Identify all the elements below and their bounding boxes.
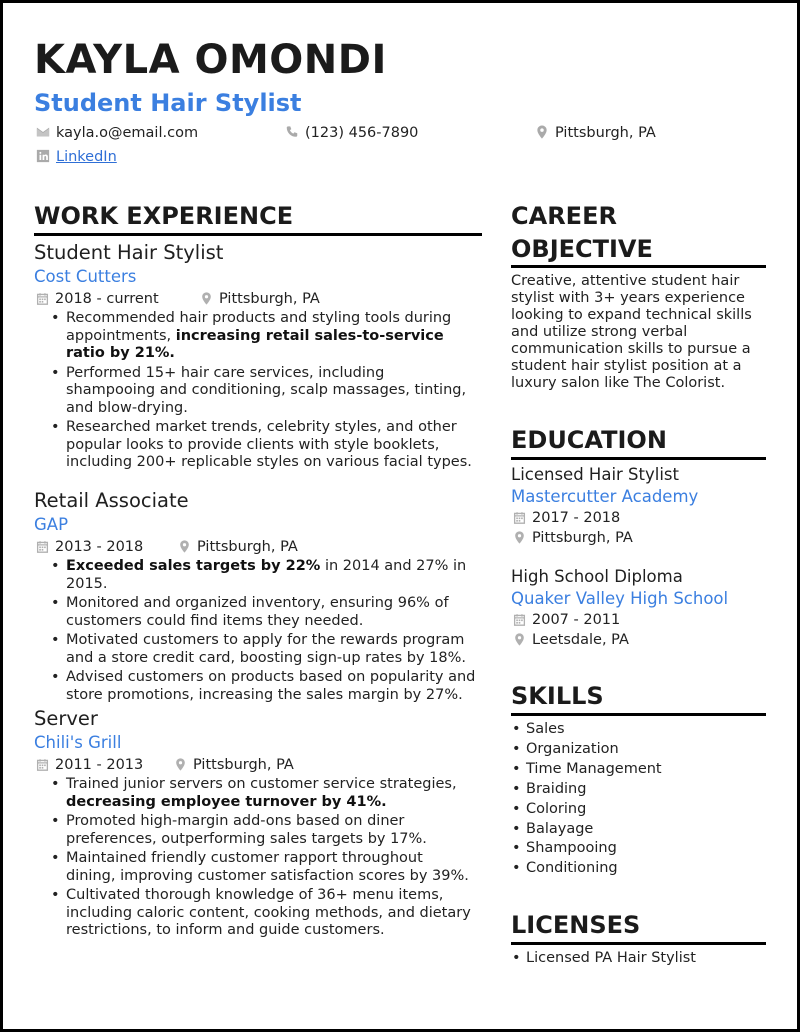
- education-degree: Licensed Hair Stylist: [511, 465, 679, 484]
- career-objective-heading-line1: CAREER: [511, 202, 617, 230]
- calendar-icon: [513, 511, 526, 524]
- list-item: • Cultivated thorough knowledge of 36+ menu items, including caloric content, cooking methods, and dietary restrictions, to inform and guide customers.: [48, 887, 476, 940]
- education-degree: High School Diploma: [511, 567, 683, 586]
- calendar-icon: [36, 540, 49, 553]
- map-pin-icon: [535, 125, 549, 139]
- education-dates: 2007 - 2011: [513, 610, 620, 630]
- calendar-icon: [36, 292, 49, 305]
- list-item: • Trained junior servers on customer service strategies, decreasing employee turnover by 41%.: [48, 776, 476, 811]
- skills-heading: SKILLS: [511, 682, 604, 710]
- work-experience-heading: WORK EXPERIENCE: [34, 202, 294, 230]
- skill-item: • Braiding: [511, 780, 769, 800]
- education-dates: 2017 - 2018: [513, 508, 620, 528]
- licenses-heading: LICENSES: [511, 911, 641, 939]
- contact-phone[interactable]: [285, 123, 418, 143]
- contact-location: [535, 123, 656, 143]
- job-title: Server: [34, 707, 98, 730]
- list-item: • Exceeded sales targets by 22% in 2014 and 27% in 2015.: [48, 558, 476, 593]
- skill-item: • Sales: [511, 720, 769, 740]
- job-location: Pittsburgh, PA: [200, 289, 320, 309]
- skill-item: • Conditioning: [511, 859, 769, 879]
- list-item: • Researched market trends, celebrity styles, and other popular looks to provide clients with style booklets, including 200+ replicable styles on various facial types.: [48, 419, 476, 472]
- job-location: Pittsburgh, PA: [174, 755, 294, 775]
- job-dates: 2013 - 2018: [36, 537, 143, 557]
- map-pin-icon: [174, 758, 187, 771]
- list-item: • Recommended hair products and styling tools during appointments, increasing retail sales-to-service ratio by 21%.: [48, 310, 476, 363]
- job-bullets: [48, 558, 476, 706]
- email-text: kayla.o@email.com: [56, 125, 199, 141]
- job-title: Student Hair Stylist: [34, 241, 224, 264]
- job-location: Pittsburgh, PA: [178, 537, 298, 557]
- linkedin-link[interactable]: LinkedIn: [56, 149, 117, 165]
- phone-text: (123) 456-7890: [305, 125, 419, 141]
- job-title: Retail Associate: [34, 489, 189, 512]
- map-pin-icon: [513, 633, 526, 646]
- education-school: Quaker Valley High School: [511, 589, 729, 608]
- skill-item: • Organization: [511, 740, 769, 760]
- contact-email[interactable]: [36, 123, 198, 143]
- envelope-icon: [36, 125, 50, 139]
- linkedin-icon: [36, 149, 50, 163]
- skills-list: [511, 720, 769, 879]
- map-pin-icon: [178, 540, 191, 553]
- education-location: Pittsburgh, PA: [513, 528, 633, 548]
- job-company: Chili's Grill: [34, 733, 122, 752]
- work-experience-rule: [34, 233, 482, 236]
- contact-linkedin[interactable]: [36, 147, 117, 167]
- list-item: • Motivated customers to apply for the rewards program and a store credit card, boosting sign-up rates by 18%.: [48, 632, 476, 667]
- education-school: Mastercutter Academy: [511, 487, 699, 506]
- career-objective-heading-line2: OBJECTIVE: [511, 235, 653, 263]
- skill-item: • Coloring: [511, 800, 769, 820]
- licenses-list: [511, 949, 769, 969]
- education-heading: EDUCATION: [511, 426, 667, 454]
- job-dates: 2011 - 2013: [36, 755, 143, 775]
- job-company: Cost Cutters: [34, 267, 137, 286]
- career-objective-text: Creative, attentive student hair stylist with 3+ years experience looking to expand technical skills and utilize strong verbal communication skills to pursue a student hair stylist position at a luxury salon like The Colorist.: [511, 273, 752, 391]
- list-item: • Promoted high-margin add-ons based on diner preferences, outperforming sales targets by 17%.: [48, 813, 476, 848]
- job-dates: 2018 - current: [36, 289, 159, 309]
- map-pin-icon: [200, 292, 213, 305]
- candidate-role: Student Hair Stylist: [34, 89, 302, 117]
- skill-item: • Time Management: [511, 760, 769, 780]
- calendar-icon: [513, 613, 526, 626]
- job-bullets: [48, 776, 476, 942]
- location-text: Pittsburgh, PA: [555, 125, 656, 141]
- map-pin-icon: [513, 531, 526, 544]
- list-item: • Maintained friendly customer rapport throughout dining, improving customer satisfaction scores by 39%.: [48, 850, 476, 885]
- list-item: • Performed 15+ hair care services, including shampooing and conditioning, scalp massages, tinting, and blow-drying.: [48, 365, 476, 418]
- education-location: Leetsdale, PA: [513, 630, 629, 650]
- skill-item: • Shampooing: [511, 839, 769, 859]
- job-bullets: [48, 310, 476, 474]
- list-item: • Advised customers on products based on popularity and store promotions, increasing the sales margin by 27%.: [48, 669, 476, 704]
- phone-icon: [285, 125, 299, 139]
- career-objective-rule: [511, 265, 766, 268]
- skill-item: • Balayage: [511, 820, 769, 840]
- candidate-name: KAYLA OMONDI: [34, 37, 387, 83]
- education-rule: [511, 457, 766, 460]
- list-item: • Monitored and organized inventory, ensuring 96% of customers could find items they needed.: [48, 595, 476, 630]
- skills-rule: [511, 713, 766, 716]
- license-item: • Licensed PA Hair Stylist: [511, 949, 769, 969]
- job-company: GAP: [34, 515, 69, 534]
- calendar-icon: [36, 758, 49, 771]
- licenses-rule: [511, 942, 766, 945]
